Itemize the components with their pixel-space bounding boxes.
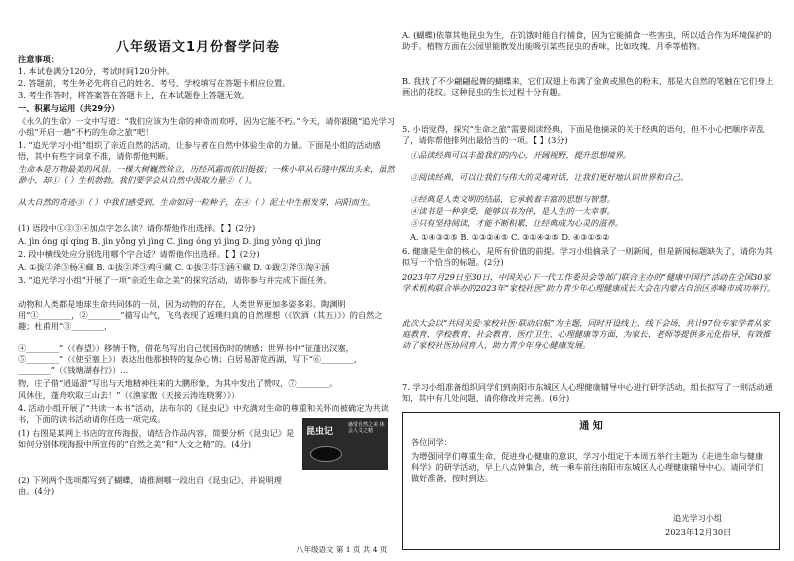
sentence-item: ⑤只有坚持阅读，才能不断积累，让经典成为心灵的滋养。 <box>410 218 623 228</box>
options-line: A. ①④③②⑤ B. ①③②④⑤ C. ③①④②⑤ D. ④③①⑤② <box>410 232 610 242</box>
question-1-text: 1. “追光学习小组”组织了亲近自然的活动，让参与者在自然中体验生命的力量。下面是小组的活动感悟，其中有些字词拿不准，请你帮他判断。 <box>18 140 381 161</box>
notice-date: 2023年12月30日 <box>665 527 732 537</box>
passage-text: 生命本是万物最美的风景。一棵大树巍然耸立，历经风霜而依旧挺拔；一株小草从石缝中探出头来，虽然渺小，却①（ ）生机勃勃。我们要学会从自然中汲取力量②（ ）。 <box>18 164 395 185</box>
options-line: A. ①拔②斧③杨④藏 B. ①拔②斧③鸡④藏 C. ①拔②芬③涵④藏 D. ①跋②斧③淘④涵 <box>18 262 330 272</box>
book-poster-image <box>302 418 388 470</box>
fill-blank-text: ④________”（《春望》）移情于物，借花鸟写出自己忧国伤时的情感；世界书中“征蓬出汉塞，⑤________”（《使至塞上》）表达出他那独特的复杂心情；白居易游览西湖，写下“⑥________，________”（《钱塘湖春行》）... <box>18 343 363 375</box>
notice-greeting: 各位同学： <box>411 437 452 447</box>
sentence-item: ①品读经典可以丰盈我们的内心，开阔视野，提升思想境界。 <box>410 150 632 160</box>
sentence-item: ②阅读经典，可以让我们与伟大的灵魂对话，让我们更好地认识世界和自己。 <box>410 172 689 182</box>
fill-blank-text: 物，庄子借“逍遥游”写出与天地精神往来的大鹏形象，为其中发出了赞叹，⑦________。 <box>18 378 338 388</box>
fill-blank-text: 风休住，蓬舟吹取三山去！”（《渔家傲（天接云涛连晓雾）》） <box>18 390 240 400</box>
beetle-icon <box>310 446 342 462</box>
notice-signature: 追光学习小组 <box>673 513 723 523</box>
notice-box <box>402 412 780 550</box>
sentence-item: ④读书是一种享受，能够以书为伴，是人生的一大幸事。 <box>410 206 615 216</box>
page-title: 八年级语文1月份督学问卷 <box>115 40 281 55</box>
intro-text: 《永久的生命》一文中写道：“我们应该为生命的神奇而欢呼，因为它能不朽。”今天，请你跟随“追光学习小组”开启一趟“不朽的生命之旅”吧！ <box>18 116 395 137</box>
options-line: A. jìn óng qí qíng B. jìn yǒng yì jìng C. jìng óng yì jìng D. jìng yǒng qì jìng <box>18 236 321 246</box>
question-4: 4. 活动小组开展了“共读一本书”活动，法布尔的《昆虫记》中充满对生命的尊重和关怀而被确定为共读书，下面的读书活动请你任选一项完成。 <box>18 403 389 424</box>
question-4-1: (1) 右图是某网上书店的宣传海报，请结合作品内容，简要分析《昆虫记》是如何分别体现海报中所宣传的“自然之美”和“人文之精”的。(4分) <box>18 428 295 449</box>
note-line: 2. 答题前，考生务必先将自己的姓名、考号、学校填写在答题卡相应位置。 <box>18 78 291 88</box>
sentence-item: ③经典是人类文明的结晶，它承载着丰富的思想与智慧。 <box>410 194 615 204</box>
news-paragraph: 2023年7月29日至30日，中国关心下一代工作委员会等部门联合主办的“健康中国行”活动在全国30家学术机构联合举办的2023年“家校社医”助力青少年心理健康成长大会在内蒙古自治区赤峰市成功举行。 <box>402 272 776 293</box>
notes-heading: 注意事项： <box>18 54 59 64</box>
option-b-text: B. 我找了不少翩翩起舞的蝴蝶来，它们双翅上布满了金黄或黑色的粉末，那是大自然的笔触在它们身上画出的花纹。这种昆虫的生长过程十分有趣。 <box>402 76 774 97</box>
fill-blank-text: 动物和人类都是地球生命共同体的一员，因为动物的存在，人类世界更加多姿多彩。陶渊明用“①________，②________”描写山气，飞鸟表现了返璞归真的自然理想（《饮酒（其五）》）的自然之趣；杜甫用“③________， <box>18 299 383 331</box>
note-line: 1. 本试卷满分120分，考试时间120分钟。 <box>18 66 175 76</box>
section-heading: 一、积累与运用（共29分） <box>18 103 120 113</box>
poster-subtitle: 感受自然之美 体会人文之精 <box>348 422 385 434</box>
note-line: 3. 考生作答时，将答案答在答题卡上，在本试题卷上答题无效。 <box>18 90 250 100</box>
question-1-1: (1) 语段中①②③④加点字怎么读？请你帮他作出选择。【 】(2分) <box>18 223 256 233</box>
question-2: 2. 段中横线处应分别选用哪个字合适？请帮他作出选择。【 】(2分) <box>18 249 260 259</box>
question-4-2: (2) 下列两个选项都写到了蝴蝶，请推测哪一段出自《昆虫记》，并说明理由。(4分) <box>18 475 282 496</box>
question-6: 6. 健康是生命的核心，是所有价值的前提。学习小组摘录了一则新闻，但是新闻标题缺失了，请你为其拟写一个恰当的标题。(2分) <box>402 246 773 267</box>
question-3: 3. “追光学习小组”开展了一项“亲近生命之美”的探究活动，请你参与并完成下面任务。 <box>18 275 332 285</box>
notice-body: 为增强同学们尊重生命、促进身心健康的意识，学习小组定于本周五举行主题为《走进生命与健康科学》的研学活动，早上八点钟集合，统一乘车前往南阳市东城区人心理健康辅导中心。请同学们做好准备，按时到达。 <box>411 451 764 483</box>
notice-title: 通 知 <box>579 421 603 432</box>
passage-text: 从大自然的奇迹③（ ）中我们感受到，生命如同一粒种子，在④（ ）泥土中生根发芽，向阳而生。 <box>18 197 376 207</box>
option-a-text: A. (蝴蝶)依靠其他昆虫为生，在饥饿时能自行捕食，因为它能捕食一些害虫，所以适合作为环境保护的助手。植物方面在公园里能散发出能吸引某些昆虫的香味，比如玫瑰、月季等植物。 <box>402 30 772 51</box>
question-7: 7. 学习小组准备组织同学们到南阳市东城区人心理健康辅导中心进行研学活动，组长拟写了一则活动通知，其中有几处问题，请你修改并完善。(6分) <box>402 382 773 403</box>
poster-title: 昆虫记 <box>306 427 334 437</box>
news-paragraph: 此次大会以“共同关爱·家校社医·联动启航”为主题，同时开设线上、线下会场，共计97位专家学者从家庭教育、学校教育、社会教育、医疗卫生、心理健康等方面，为家长、老师等提供多元化指导，有效推动了家校社医协同育人，助力青少年身心健康发展。 <box>402 318 771 350</box>
question-5: 5. 小语觉得，探究“生命之旅”需要阅读经典，下面是他摘录的关于经典的语句，但不小心把顺序弄乱了，请你帮他排列出最恰当的一项。【 】(3分) <box>402 124 765 145</box>
page-footer: 八年级语文 第 1 页 共 4 页 <box>296 545 388 554</box>
